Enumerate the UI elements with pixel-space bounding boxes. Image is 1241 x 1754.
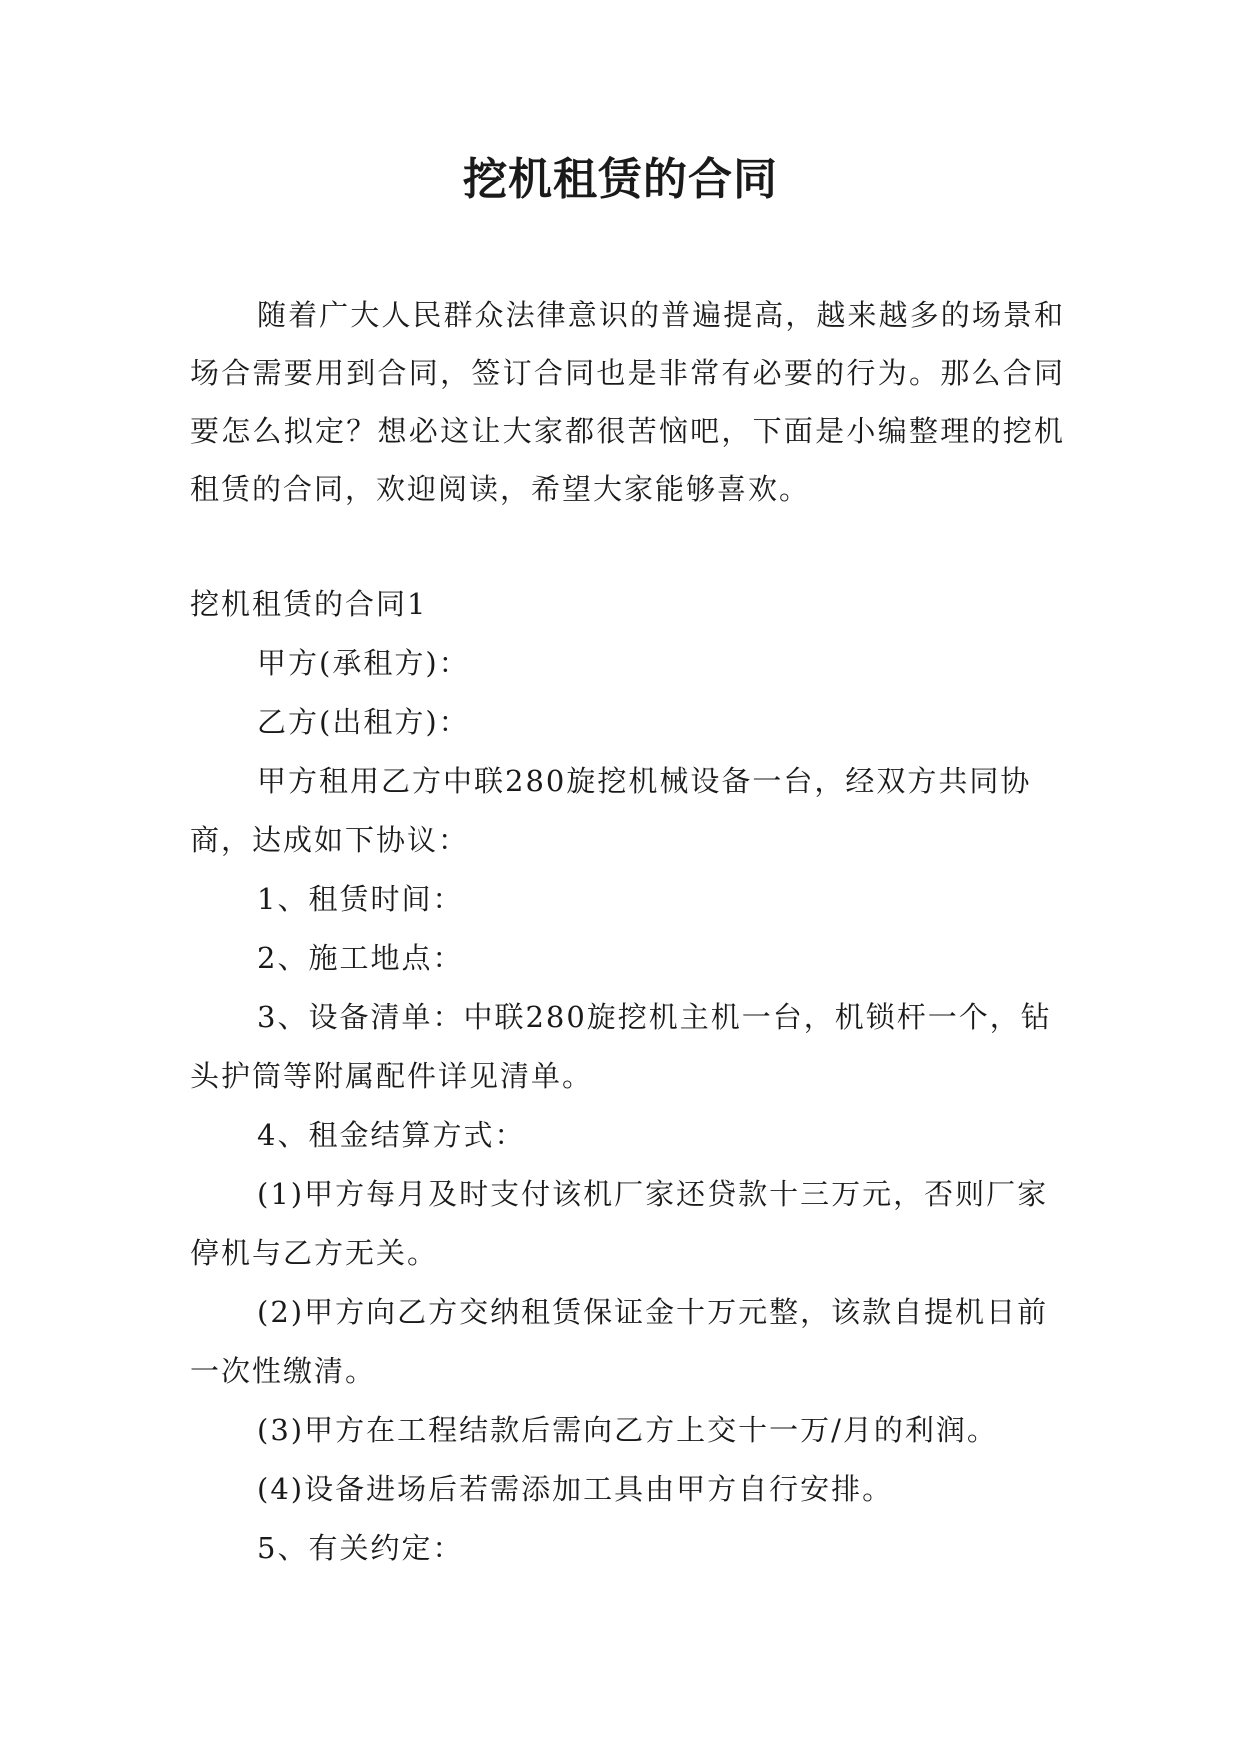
clause-2: 2、施工地点： (257, 941, 464, 975)
party-a-line: 甲方(承租方)： (257, 646, 470, 680)
clause-4-item-4: (4)设备进场后若需添加工具由甲方自行安排。 (257, 1472, 894, 1506)
clause-4-item-1: (1)甲方每月及时支付该机厂家还贷款十三万元，否则厂家停机与乙方无关。 (190, 1177, 1049, 1270)
clause-1: 1、租赁时间： (257, 882, 464, 916)
clause-3: 3、设备清单：中联280旋挖机主机一台，机锁杆一个，钻头护筒等附属配件详见清单。 (190, 1000, 1052, 1093)
party-b-line: 乙方(出租方)： (257, 705, 470, 739)
clause-5: 5、有关约定： (257, 1531, 464, 1565)
clause-4: 4、租金结算方式： (257, 1118, 526, 1152)
section-heading: 挖机租赁的合同1 (190, 587, 428, 621)
document-title: 挖机租赁的合同 (463, 154, 778, 205)
preamble-paragraph: 甲方租用乙方中联280旋挖机械设备一台，经双方共同协商，达成如下协议： (190, 764, 1032, 857)
contract-section-1 (190, 575, 1065, 1578)
intro-paragraph: 随着广大人民群众法律意识的普遍提高，越来越多的场景和场合需要用到合同，签订合同也是非常有必要的行为。那么合同要怎么拟定？想必这让大家都很苦恼吧，下面是小编整理的挖机租赁的合同，欢迎阅读，希望大家能够喜欢。 (190, 298, 1065, 506)
clause-4-item-2: (2)甲方向乙方交纳租赁保证金十万元整，该款自提机日前一次性缴清。 (190, 1295, 1049, 1388)
clause-4-item-3: (3)甲方在工程结款后需向乙方上交十一万/月的利润。 (257, 1413, 998, 1447)
